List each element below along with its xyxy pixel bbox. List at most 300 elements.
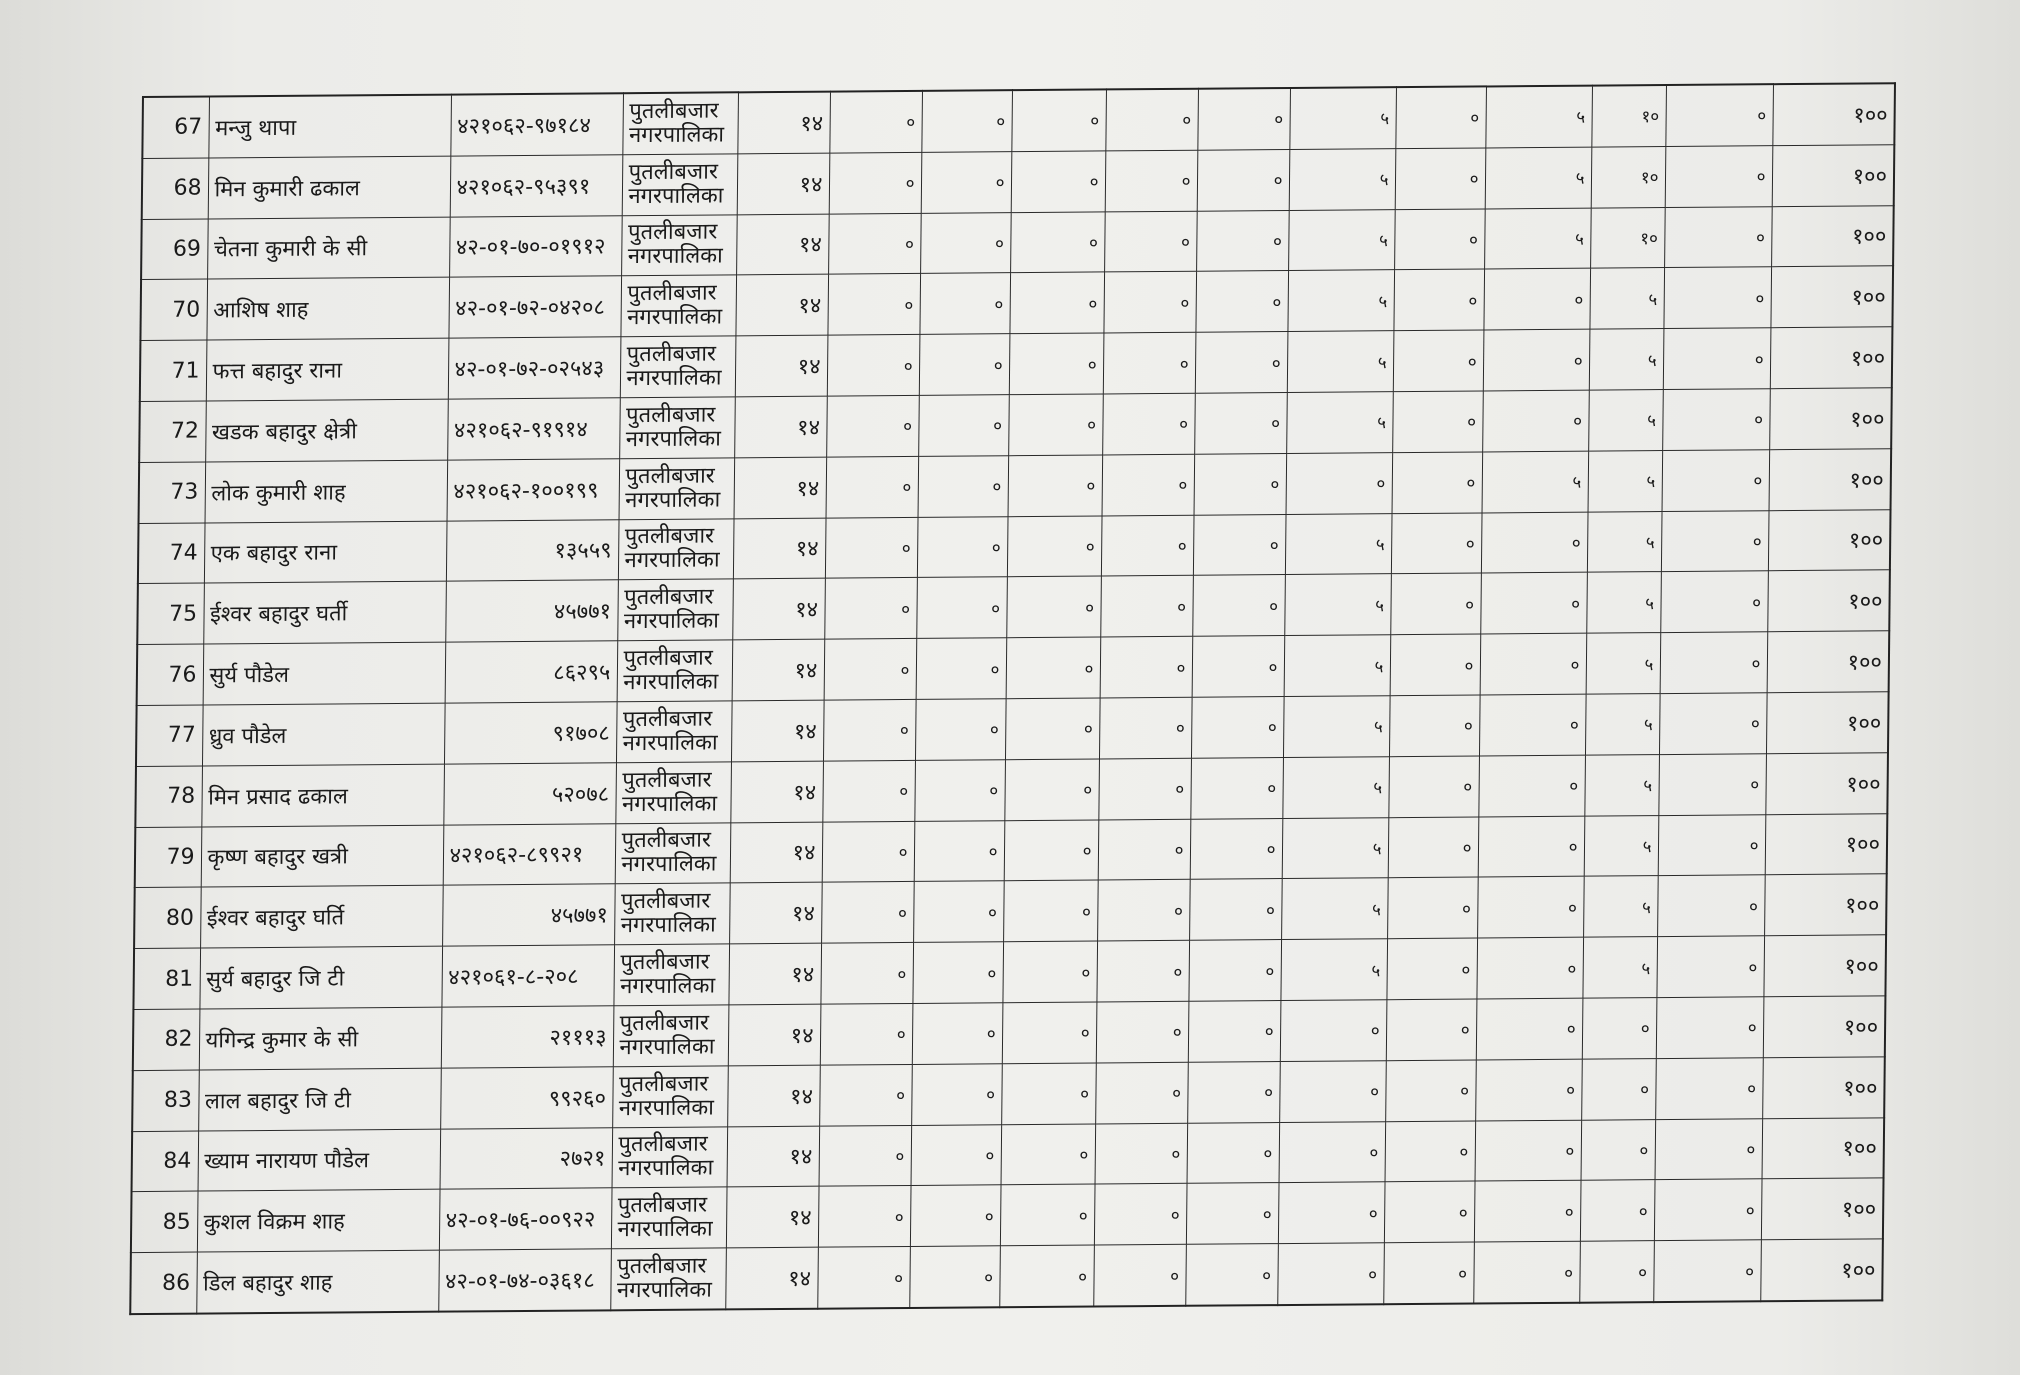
serial-number-cell: 85 <box>131 1191 198 1252</box>
municipality-line-2: नगरपालिका <box>623 608 720 635</box>
age-cell: १४ <box>734 396 827 458</box>
score-cell: ० <box>915 699 1006 761</box>
age-cell: १४ <box>736 214 829 276</box>
score-cell: ५ <box>1285 513 1392 575</box>
serial-number-cell: 81 <box>133 948 200 1009</box>
score-cell: ० <box>1394 209 1485 271</box>
score-cell: ० <box>1482 390 1589 452</box>
municipality-line-1: पुतलीबजार <box>625 402 716 429</box>
score-cell: ० <box>1187 1122 1280 1184</box>
age-cell: १४ <box>737 92 830 154</box>
name-cell: सुर्य पौडेल <box>203 642 446 705</box>
score-cell: ० <box>1002 1002 1097 1064</box>
id-number-cell: ४२१०६१-८-२०८ <box>441 945 614 1007</box>
score-cell: ० <box>1665 145 1773 207</box>
name-cell: मिन कुमारी ढकाल <box>208 156 451 219</box>
municipality-line-2: नगरपालिका <box>622 730 718 757</box>
municipality-line-1: पुतलीबजार <box>626 341 717 368</box>
score-cell: ० <box>1663 328 1771 390</box>
score-cell: ० <box>826 395 919 457</box>
name-cell: लाल बहादुर जि टी <box>198 1068 441 1131</box>
municipality-line-2: नगरपालिका <box>623 669 719 696</box>
municipality-cell <box>610 1248 726 1310</box>
id-number-cell: ४२-०१-७६-००९२२ <box>439 1188 612 1250</box>
serial-number-cell: 79 <box>135 827 202 888</box>
total-cell: १०० <box>1765 813 1888 875</box>
id-number-cell: ४२-०१-७२-०४२०८ <box>448 276 621 338</box>
municipality-cell <box>619 397 735 459</box>
score-cell: ० <box>1660 632 1768 694</box>
score-cell: ० <box>1189 879 1282 941</box>
score-cell: ० <box>1383 1242 1474 1304</box>
score-cell: ५ <box>1287 270 1394 332</box>
score-cell: ० <box>1392 391 1483 453</box>
serial-number-cell: 82 <box>133 1009 200 1070</box>
municipality-line-1: पुतलीबजार <box>627 280 717 307</box>
score-cell: ० <box>1385 1121 1476 1183</box>
municipality-line-1: पुतलीबजार <box>628 159 719 185</box>
score-cell: ५ <box>1284 635 1391 697</box>
score-cell: ० <box>1100 636 1193 698</box>
total-cell: १०० <box>1764 874 1887 936</box>
score-cell: ० <box>1386 938 1477 1000</box>
municipality-cell <box>613 1005 729 1067</box>
score-cell: ५ <box>1282 817 1389 879</box>
score-cell: ० <box>1480 633 1587 695</box>
score-cell: ५ <box>1284 574 1391 636</box>
id-number-cell: ४२-०१-७०-०१९१२ <box>449 215 622 277</box>
age-cell: १४ <box>730 761 823 823</box>
score-cell: ५ <box>1282 756 1389 818</box>
score-cell: ० <box>1658 754 1766 816</box>
score-cell: ० <box>1391 513 1482 575</box>
id-number-cell: ४२-०१-७२-०२५४३ <box>448 337 621 399</box>
name-cell: ईश्वर बहादुर घर्ति <box>200 885 443 948</box>
score-cell: ५ <box>1589 329 1664 390</box>
score-cell: ० <box>1098 758 1191 820</box>
score-cell: ० <box>818 1186 911 1248</box>
score-cell: ० <box>822 760 915 822</box>
score-cell: ० <box>817 1247 910 1309</box>
name-cell: मन्जु थापा <box>208 95 451 158</box>
score-cell: ० <box>1655 1118 1763 1180</box>
id-number-cell: २१११३ <box>441 1006 614 1068</box>
score-cell: ० <box>916 638 1007 700</box>
id-number-cell: ५२०७८ <box>443 763 616 825</box>
score-cell: ० <box>1475 1120 1582 1182</box>
total-cell: १०० <box>1762 1117 1885 1179</box>
score-cell: ० <box>1393 269 1484 331</box>
id-number-cell: ४२१०६२-८९९२१ <box>443 823 616 885</box>
score-cell: ५ <box>1582 937 1657 998</box>
score-cell: ० <box>1653 1240 1761 1302</box>
score-cell: ० <box>1277 1243 1384 1305</box>
score-cell: ० <box>1663 267 1771 329</box>
serial-number-cell: 77 <box>136 705 203 766</box>
score-cell: ० <box>1392 452 1483 514</box>
score-cell: ० <box>1098 819 1191 881</box>
score-cell: ० <box>1395 148 1486 210</box>
score-cell: ० <box>919 334 1010 396</box>
score-cell: १० <box>1591 85 1666 147</box>
name-cell: ईश्वर बहादुर घर्ती <box>203 581 446 644</box>
score-cell: ५ <box>1288 209 1395 271</box>
age-cell: १४ <box>737 153 830 215</box>
name-cell: कुशल विक्रम शाह <box>197 1190 440 1253</box>
score-cell: ० <box>1007 516 1102 578</box>
score-cell: ५ <box>1283 696 1390 758</box>
score-cell: ० <box>914 759 1005 821</box>
score-cell: ० <box>916 577 1007 639</box>
score-cell: ५ <box>1485 147 1592 209</box>
name-cell: कृष्ण बहादुर खत्री <box>201 825 444 888</box>
score-cell: ० <box>829 91 922 153</box>
score-cell: ० <box>1188 940 1281 1002</box>
score-cell: ० <box>1286 452 1393 514</box>
score-cell: ० <box>909 1246 1000 1308</box>
score-cell: ० <box>1661 510 1769 572</box>
serial-number-cell: 70 <box>140 279 207 340</box>
municipality-line-2: नगरपालिका <box>621 851 717 878</box>
municipality-cell <box>620 275 736 337</box>
name-cell: मिन प्रसाद ढकाल <box>201 764 444 827</box>
score-cell: ० <box>1481 512 1588 574</box>
score-cell: ० <box>1474 1181 1581 1243</box>
score-cell: ० <box>1393 330 1484 392</box>
municipality-line-2: नगरपालिका <box>620 912 716 939</box>
total-cell: १०० <box>1761 1178 1884 1240</box>
total-cell: १०० <box>1770 327 1893 389</box>
serial-number-cell: 71 <box>140 340 207 401</box>
score-cell: ० <box>1000 1184 1095 1246</box>
score-cell: ० <box>822 821 915 883</box>
score-cell: ० <box>1005 698 1100 760</box>
score-cell: ० <box>1197 149 1290 211</box>
score-cell: ० <box>1192 636 1285 698</box>
score-cell: ० <box>1102 393 1195 455</box>
score-cell: ० <box>1582 998 1657 1059</box>
serial-number-cell: 67 <box>142 96 209 158</box>
score-cell: ५ <box>1287 331 1394 393</box>
score-cell: ० <box>1008 455 1103 517</box>
score-cell: ० <box>824 639 917 701</box>
municipality-cell <box>614 883 730 945</box>
municipality-line-2: नगरपालिका <box>627 243 723 270</box>
total-cell: १०० <box>1769 388 1892 450</box>
municipality-cell <box>620 336 736 398</box>
municipality-cell <box>617 579 733 641</box>
score-cell: ५ <box>1588 450 1663 511</box>
score-cell: ० <box>1004 820 1099 882</box>
score-cell: ० <box>823 699 916 761</box>
score-cell: ० <box>1002 941 1097 1003</box>
score-cell: ० <box>1191 697 1284 759</box>
score-cell: ५ <box>1484 208 1591 270</box>
score-cell: ५ <box>1588 390 1663 451</box>
score-cell: ० <box>1279 1121 1386 1183</box>
score-cell: ० <box>1011 89 1106 151</box>
score-cell: ० <box>913 881 1004 943</box>
score-cell: ० <box>1100 576 1193 638</box>
municipality-line-1: पुतलीबजार <box>623 645 713 672</box>
score-cell: ५ <box>1589 268 1664 329</box>
name-cell: यगिन्द्र कुमार के सी <box>199 1007 442 1070</box>
total-cell: १०० <box>1771 205 1894 267</box>
score-cell: ० <box>1004 759 1099 821</box>
score-cell: ० <box>1188 1001 1281 1063</box>
serial-number-cell: 69 <box>141 219 208 280</box>
score-cell: ५ <box>1281 878 1388 940</box>
score-cell: ० <box>919 273 1010 335</box>
score-cell: ० <box>1664 206 1772 268</box>
total-cell: १०० <box>1769 449 1892 511</box>
score-cell: ० <box>1101 515 1194 577</box>
total-cell: १०० <box>1760 1239 1883 1301</box>
municipality-line-2: नगरपालिका <box>626 365 722 392</box>
age-cell: १४ <box>728 1004 821 1066</box>
score-cell: ० <box>1193 514 1286 576</box>
municipality-line-1: पुतलीबजार <box>627 219 718 246</box>
score-cell: ५ <box>1584 815 1659 876</box>
score-cell: ० <box>1581 1058 1656 1119</box>
serial-number-cell: 73 <box>139 462 206 523</box>
score-cell: ५ <box>1482 451 1589 513</box>
municipality-line-2: नगरपालिका <box>625 426 721 453</box>
table-body <box>130 83 1895 1314</box>
municipality-line-2: नगरपालिका <box>618 1155 714 1182</box>
name-cell: सुर्य बहादुर जि टी <box>199 946 442 1009</box>
total-cell: १०० <box>1768 509 1891 571</box>
score-cell: ० <box>1195 332 1288 394</box>
score-cell: ० <box>1186 1183 1279 1245</box>
score-cell: ० <box>1478 755 1585 817</box>
age-cell: १४ <box>732 579 825 641</box>
municipality-line-2: नगरपालिका <box>628 122 725 149</box>
score-cell: ० <box>1278 1182 1385 1244</box>
municipality-cell <box>615 762 731 824</box>
total-cell: १०० <box>1767 631 1890 693</box>
serial-number-cell: 75 <box>137 583 204 644</box>
score-cell: ० <box>1197 88 1290 150</box>
score-cell: ० <box>828 213 921 275</box>
score-cell: ० <box>921 90 1012 152</box>
score-cell: ० <box>1657 875 1765 937</box>
municipality-cell <box>616 701 732 763</box>
municipality-line-1: पुतलीबजार <box>622 706 713 733</box>
score-cell: १० <box>1590 207 1665 268</box>
id-number-cell: ४२१०६२-९१९१४ <box>447 398 620 460</box>
score-cell: ० <box>1581 1119 1656 1180</box>
total-cell: १०० <box>1762 1057 1885 1119</box>
municipality-cell <box>619 458 735 520</box>
total-cell: १०० <box>1763 935 1886 997</box>
name-cell: खडक बहादुर क्षेत्री <box>205 399 448 462</box>
serial-number-cell: 86 <box>130 1252 197 1314</box>
score-cell: ० <box>1103 332 1196 394</box>
score-cell: ० <box>1386 999 1477 1061</box>
serial-number-cell: 84 <box>132 1131 199 1192</box>
age-cell: १४ <box>725 1247 818 1309</box>
name-cell: आशिष शाह <box>206 277 449 340</box>
id-number-cell: ४२१०६२-९७१८४ <box>450 93 623 156</box>
score-cell: ० <box>1190 818 1283 880</box>
score-cell: ० <box>819 1064 912 1126</box>
score-cell: ० <box>1473 1241 1580 1303</box>
score-cell: ० <box>1665 84 1773 146</box>
age-cell: १४ <box>733 518 826 580</box>
id-number-cell: ४२-०१-७४-०३६१८ <box>438 1249 611 1312</box>
score-cell: ० <box>1656 997 1764 1059</box>
score-cell: ० <box>825 517 918 579</box>
score-cell: ० <box>821 882 914 944</box>
score-cell: ५ <box>1587 511 1662 572</box>
id-number-cell: ४५७७१ <box>442 884 615 946</box>
table-row <box>130 1239 1883 1314</box>
score-cell: ० <box>1192 575 1285 637</box>
serial-number-cell: 76 <box>137 644 204 705</box>
municipality-line-1: पुतलीबजार <box>620 949 710 976</box>
score-cell: ० <box>1388 756 1479 818</box>
score-cell: ० <box>1654 1179 1762 1241</box>
score-cell: ० <box>1660 571 1768 633</box>
score-cell: ० <box>1104 211 1197 273</box>
serial-number-cell: 68 <box>142 158 209 219</box>
score-cell: ० <box>911 1063 1002 1125</box>
score-cell: ० <box>1390 634 1481 696</box>
id-number-cell: ९१७०८ <box>444 702 617 764</box>
score-cell: ० <box>1097 880 1190 942</box>
score-cell: ० <box>918 455 1009 517</box>
score-cell: ० <box>1279 1060 1386 1122</box>
score-cell: ० <box>1093 1244 1186 1306</box>
total-cell: १०० <box>1765 753 1888 815</box>
score-cell: ० <box>1390 573 1481 635</box>
municipality-line-2: नगरपालिका <box>620 973 716 1000</box>
score-cell: ० <box>1006 576 1101 638</box>
score-cell: ० <box>1095 1123 1188 1185</box>
score-cell: ० <box>1094 1184 1187 1246</box>
score-cell: ० <box>999 1245 1094 1307</box>
score-cell: ० <box>1475 1059 1582 1121</box>
score-cell: ० <box>1580 1180 1655 1241</box>
score-cell: ० <box>1478 816 1585 878</box>
municipality-line-2: नगरपालिका <box>621 791 718 817</box>
id-number-cell: ८६२९५ <box>445 641 618 703</box>
score-cell: ० <box>1001 1063 1096 1125</box>
score-cell: ० <box>918 395 1009 457</box>
score-cell: ० <box>1196 210 1289 272</box>
score-cell: ० <box>1096 1001 1189 1063</box>
age-cell: १४ <box>734 457 827 519</box>
score-cell: ० <box>1384 1181 1475 1243</box>
score-cell: ५ <box>1586 633 1661 694</box>
score-cell: ५ <box>1584 754 1659 815</box>
score-cell: ० <box>911 1124 1002 1186</box>
age-cell: १४ <box>731 700 824 762</box>
id-number-cell: ४२१०६२-९५३९१ <box>450 155 623 217</box>
score-cell: ० <box>1385 1060 1476 1122</box>
id-number-cell: २७२१ <box>440 1127 613 1189</box>
score-cell: ० <box>910 1185 1001 1247</box>
serial-number-cell: 78 <box>135 766 202 827</box>
score-cell: ० <box>1195 271 1288 333</box>
score-cell: ० <box>1662 450 1770 512</box>
municipality-line-1: पुतलीबजार <box>618 1071 709 1097</box>
municipality-line-1: पुतलीबजार <box>625 463 715 489</box>
age-cell: १४ <box>727 1126 820 1188</box>
municipality-line-1: पुतलीबजार <box>629 98 719 125</box>
municipality-cell <box>611 1187 727 1249</box>
age-cell: १४ <box>728 943 821 1005</box>
municipality-cell <box>622 154 738 216</box>
score-cell: ५ <box>1289 148 1396 210</box>
id-number-cell: ९९२६० <box>440 1067 613 1129</box>
age-cell: १४ <box>730 822 823 884</box>
score-cell: ० <box>1009 333 1104 395</box>
score-cell: ० <box>1395 86 1486 148</box>
total-cell: १०० <box>1767 570 1890 632</box>
score-cell: ० <box>1480 573 1587 635</box>
score-cell: ० <box>827 274 920 336</box>
id-number-cell: १३५५९ <box>446 519 619 581</box>
score-cell: ० <box>1190 757 1283 819</box>
score-cell: ० <box>1477 877 1584 939</box>
score-cell: ० <box>1280 1000 1387 1062</box>
score-cell: ० <box>1095 1062 1188 1124</box>
score-cell: ० <box>1194 392 1287 454</box>
score-cell: ० <box>1194 453 1287 515</box>
municipality-cell <box>622 92 738 154</box>
score-cell: ० <box>819 1125 912 1187</box>
age-cell: १४ <box>729 883 822 945</box>
beneficiary-table <box>129 82 1896 1315</box>
score-cell: ५ <box>1280 939 1387 1001</box>
municipality-line-2: नगरपालिका <box>628 183 724 209</box>
score-cell: ० <box>1656 936 1764 998</box>
score-cell: ० <box>1011 151 1106 213</box>
score-cell: ० <box>1389 695 1480 757</box>
total-cell: १०० <box>1770 266 1893 328</box>
municipality-line-1: पुतलीबजार <box>624 523 715 550</box>
score-cell: ० <box>1099 697 1192 759</box>
municipality-line-2: नगरपालिका <box>619 1034 715 1061</box>
municipality-line-2: नगरपालिका <box>624 547 720 574</box>
score-cell: ० <box>1105 150 1198 212</box>
score-cell: ० <box>1010 212 1105 274</box>
serial-number-cell: 83 <box>132 1070 199 1131</box>
score-cell: १० <box>1591 146 1666 207</box>
score-cell: ० <box>1662 389 1770 451</box>
score-cell: ० <box>914 820 1005 882</box>
municipality-cell <box>621 214 737 276</box>
municipality-line-1: पुतलीबजार <box>617 1192 708 1219</box>
name-cell: ख्याम नारायण पौडेल <box>198 1129 441 1192</box>
total-cell: १०० <box>1772 145 1895 207</box>
score-cell: ० <box>1102 454 1195 516</box>
name-cell: एक बहादुर राना <box>204 521 447 584</box>
score-cell: ० <box>827 335 920 397</box>
total-cell: १०० <box>1763 996 1886 1058</box>
score-cell: ० <box>921 151 1012 213</box>
municipality-cell <box>612 1126 728 1188</box>
score-cell: ० <box>1009 272 1104 334</box>
municipality-line-2: नगरपालिका <box>617 1216 713 1243</box>
ledger-sheet <box>129 82 1894 1304</box>
id-number-cell: ४२१०६२-१००१९९ <box>447 459 620 521</box>
score-cell: ० <box>1579 1241 1654 1303</box>
municipality-line-2: नगरपालिका <box>627 304 723 331</box>
age-cell: १४ <box>735 275 828 337</box>
